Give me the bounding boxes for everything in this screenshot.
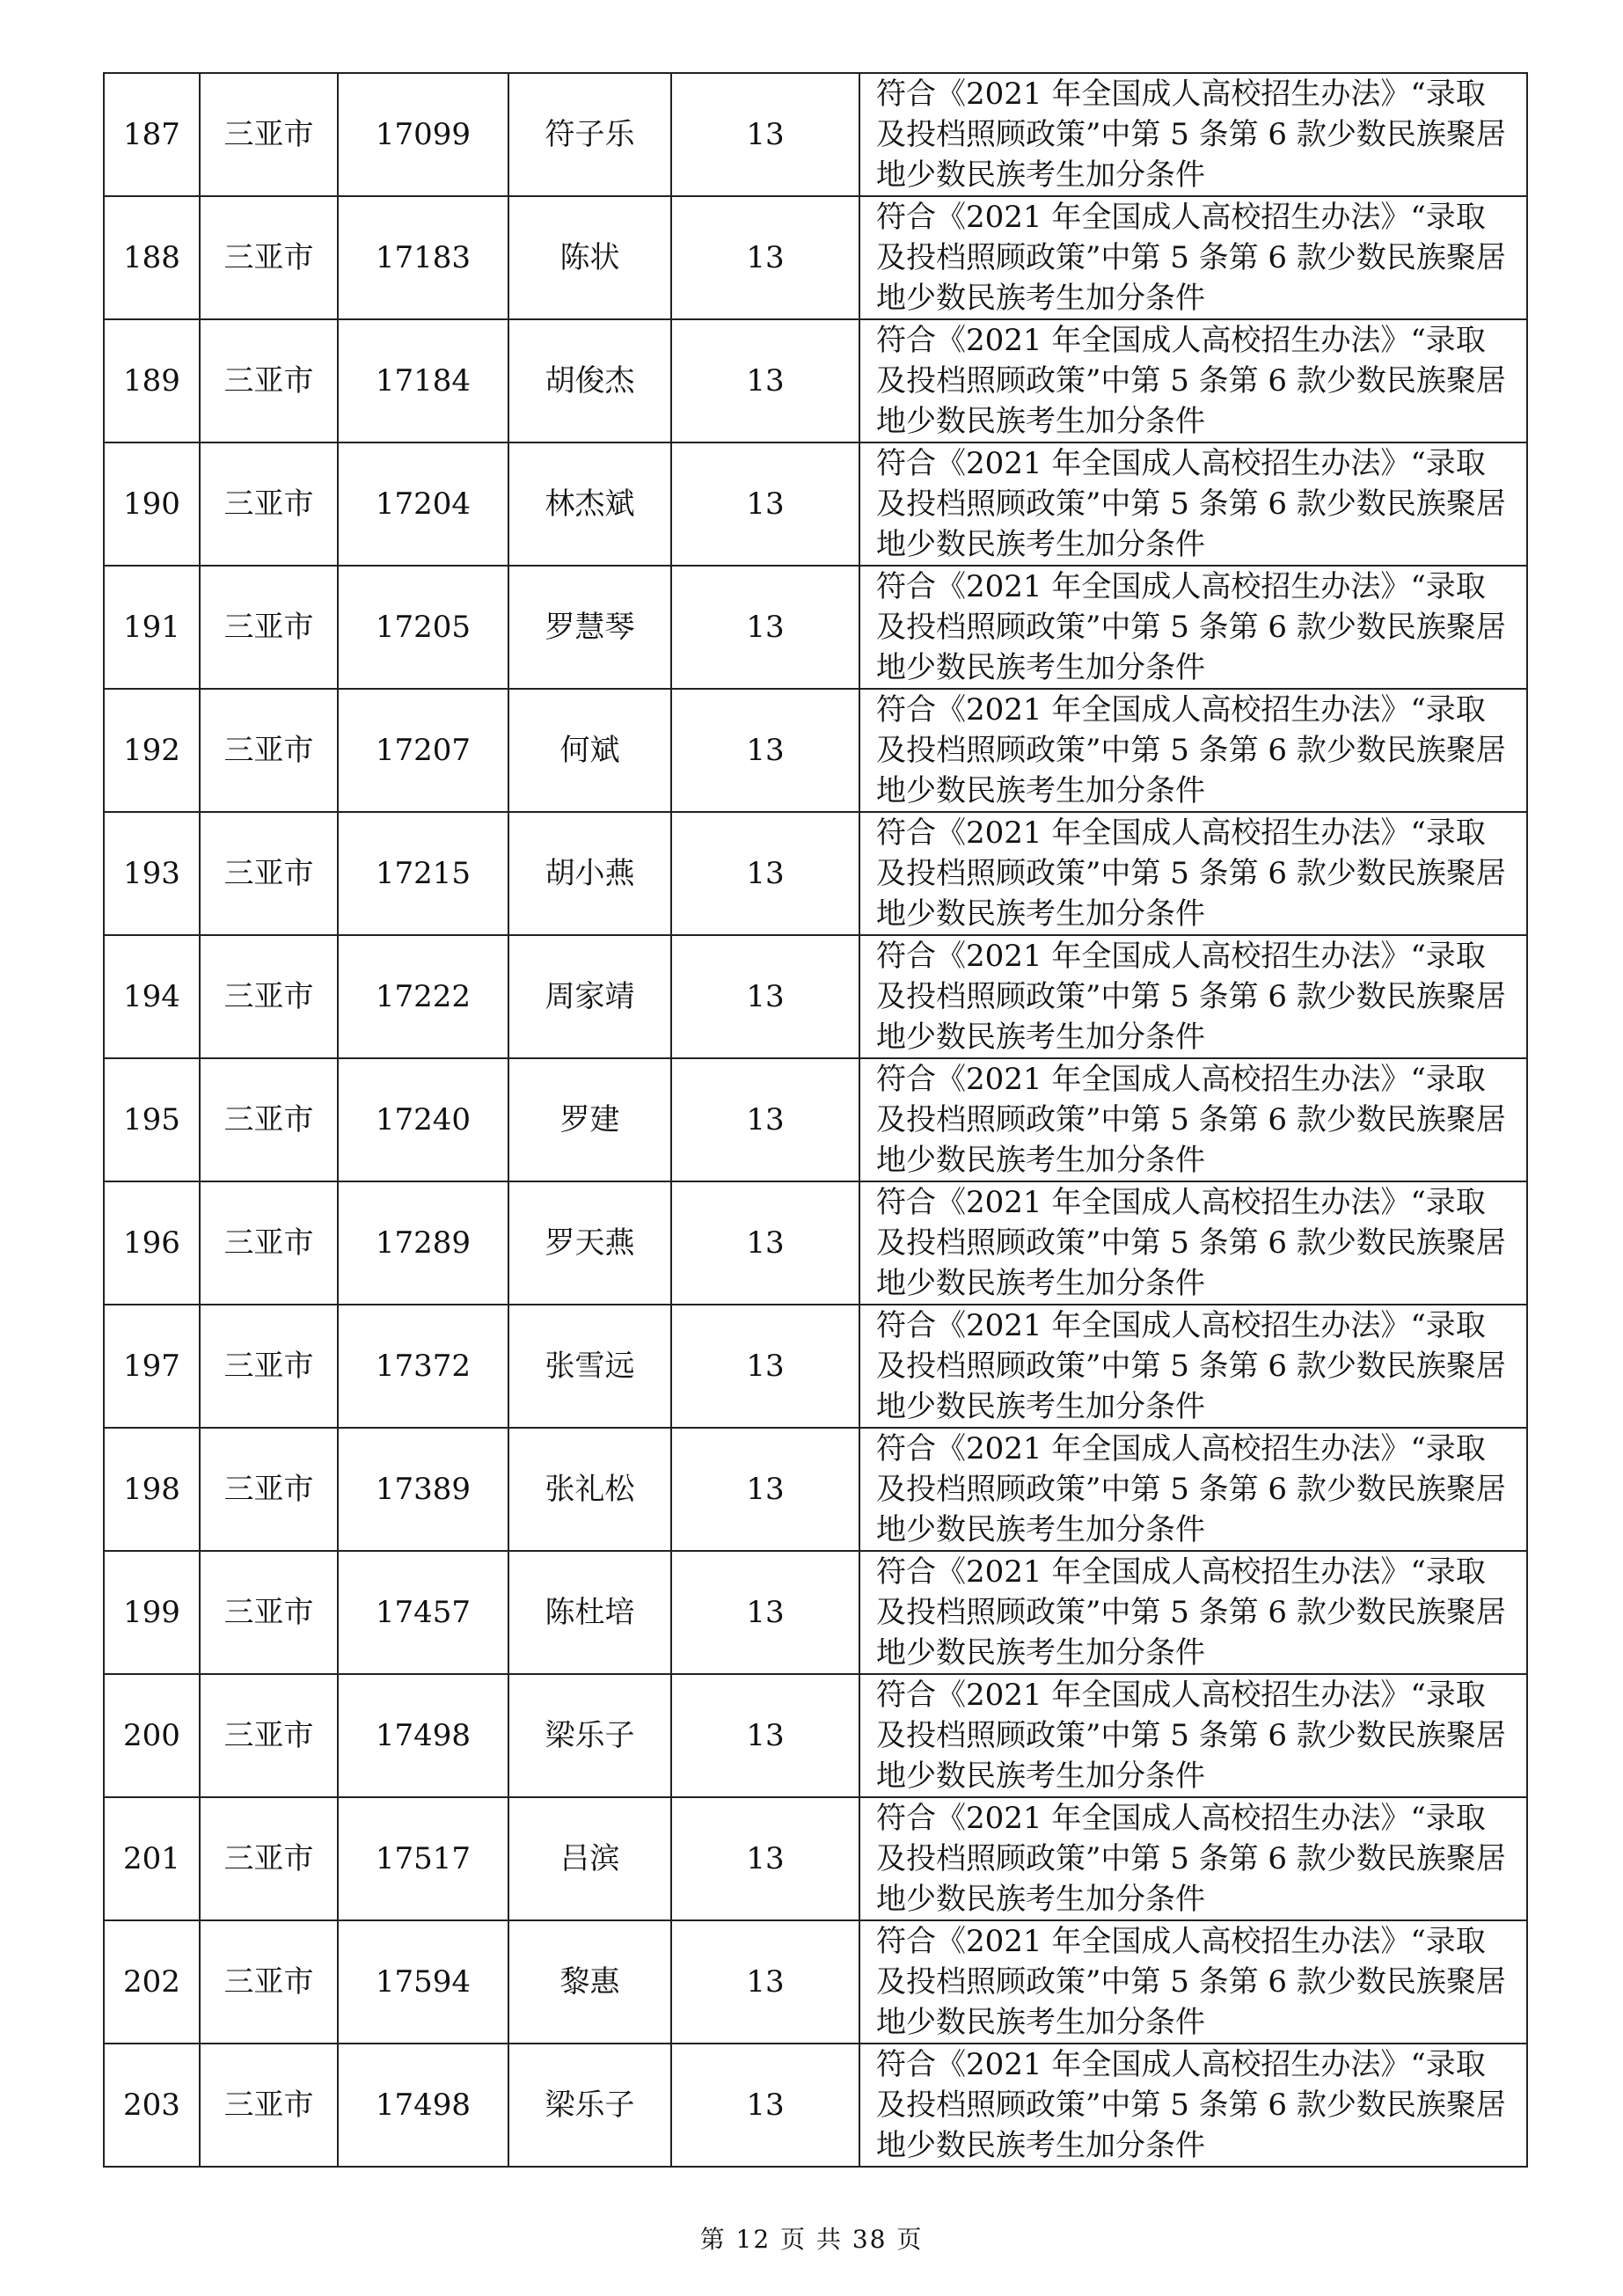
candidate-name-cell: 林杰斌 — [508, 442, 671, 566]
candidate-number-cell: 17207 — [338, 689, 508, 812]
bonus-points-cell: 13 — [671, 1797, 859, 1920]
row-number-cell: 191 — [104, 566, 200, 689]
candidate-table — [103, 72, 1528, 2168]
eligibility-note-cell: 符合《2021 年全国成人高校招生办法》“录取及投档照顾政策”中第 5 条第 6 款少数民族聚居地少数民族考生加分条件 — [859, 2044, 1527, 2167]
table-row — [104, 935, 1527, 1058]
table-row — [104, 1920, 1527, 2044]
table-row — [104, 566, 1527, 689]
candidate-table-body — [104, 73, 1527, 2167]
city-cell: 三亚市 — [200, 1181, 338, 1305]
candidate-number-cell: 17498 — [338, 1674, 508, 1797]
city-cell: 三亚市 — [200, 1551, 338, 1674]
eligibility-note-cell: 符合《2021 年全国成人高校招生办法》“录取及投档照顾政策”中第 5 条第 6 款少数民族聚居地少数民族考生加分条件 — [859, 1058, 1527, 1181]
row-number-cell: 188 — [104, 196, 200, 319]
candidate-number-cell: 17215 — [338, 812, 508, 935]
candidate-number-cell: 17184 — [338, 319, 508, 442]
bonus-points-cell: 13 — [671, 812, 859, 935]
eligibility-note-cell: 符合《2021 年全国成人高校招生办法》“录取及投档照顾政策”中第 5 条第 6 款少数民族聚居地少数民族考生加分条件 — [859, 1797, 1527, 1920]
city-cell: 三亚市 — [200, 1920, 338, 2044]
candidate-name-cell: 陈状 — [508, 196, 671, 319]
page-footer: 第 12 页 共 38 页 — [699, 2225, 924, 2254]
row-number-cell: 187 — [104, 73, 200, 196]
candidate-name-cell: 符子乐 — [508, 73, 671, 196]
city-cell: 三亚市 — [200, 196, 338, 319]
bonus-points-cell: 13 — [671, 1428, 859, 1551]
candidate-number-cell: 17222 — [338, 935, 508, 1058]
row-number-cell: 198 — [104, 1428, 200, 1551]
eligibility-note-cell: 符合《2021 年全国成人高校招生办法》“录取及投档照顾政策”中第 5 条第 6 款少数民族聚居地少数民族考生加分条件 — [859, 73, 1527, 196]
eligibility-note-cell: 符合《2021 年全国成人高校招生办法》“录取及投档照顾政策”中第 5 条第 6 款少数民族聚居地少数民族考生加分条件 — [859, 319, 1527, 442]
row-number-cell: 203 — [104, 2044, 200, 2167]
bonus-points-cell: 13 — [671, 442, 859, 566]
table-row — [104, 689, 1527, 812]
table-row — [104, 812, 1527, 935]
city-cell: 三亚市 — [200, 1428, 338, 1551]
eligibility-note-cell: 符合《2021 年全国成人高校招生办法》“录取及投档照顾政策”中第 5 条第 6 款少数民族聚居地少数民族考生加分条件 — [859, 689, 1527, 812]
bonus-points-cell: 13 — [671, 319, 859, 442]
row-number-cell: 194 — [104, 935, 200, 1058]
city-cell: 三亚市 — [200, 935, 338, 1058]
bonus-points-cell: 13 — [671, 566, 859, 689]
table-row — [104, 1674, 1527, 1797]
candidate-name-cell: 陈杜培 — [508, 1551, 671, 1674]
candidate-name-cell: 吕滨 — [508, 1797, 671, 1920]
city-cell: 三亚市 — [200, 812, 338, 935]
city-cell: 三亚市 — [200, 1058, 338, 1181]
candidate-number-cell: 17594 — [338, 1920, 508, 2044]
bonus-points-cell: 13 — [671, 1920, 859, 2044]
table-row — [104, 2044, 1527, 2167]
city-cell: 三亚市 — [200, 689, 338, 812]
bonus-points-cell: 13 — [671, 2044, 859, 2167]
table-row — [104, 442, 1527, 566]
row-number-cell: 197 — [104, 1305, 200, 1428]
eligibility-note-cell: 符合《2021 年全国成人高校招生办法》“录取及投档照顾政策”中第 5 条第 6 款少数民族聚居地少数民族考生加分条件 — [859, 1920, 1527, 2044]
row-number-cell: 190 — [104, 442, 200, 566]
table-row — [104, 1428, 1527, 1551]
table-row — [104, 73, 1527, 196]
table-row — [104, 1551, 1527, 1674]
city-cell: 三亚市 — [200, 1797, 338, 1920]
city-cell: 三亚市 — [200, 566, 338, 689]
row-number-cell: 199 — [104, 1551, 200, 1674]
eligibility-note-cell: 符合《2021 年全国成人高校招生办法》“录取及投档照顾政策”中第 5 条第 6 款少数民族聚居地少数民族考生加分条件 — [859, 442, 1527, 566]
candidate-number-cell: 17517 — [338, 1797, 508, 1920]
candidate-name-cell: 梁乐子 — [508, 2044, 671, 2167]
candidate-name-cell: 罗建 — [508, 1058, 671, 1181]
bonus-points-cell: 13 — [671, 935, 859, 1058]
candidate-number-cell: 17099 — [338, 73, 508, 196]
eligibility-note-cell: 符合《2021 年全国成人高校招生办法》“录取及投档照顾政策”中第 5 条第 6 款少数民族聚居地少数民族考生加分条件 — [859, 1428, 1527, 1551]
candidate-name-cell: 胡小燕 — [508, 812, 671, 935]
candidate-number-cell: 17289 — [338, 1181, 508, 1305]
bonus-points-cell: 13 — [671, 1674, 859, 1797]
row-number-cell: 201 — [104, 1797, 200, 1920]
table-row — [104, 319, 1527, 442]
candidate-name-cell: 黎惠 — [508, 1920, 671, 2044]
row-number-cell: 193 — [104, 812, 200, 935]
candidate-number-cell: 17205 — [338, 566, 508, 689]
bonus-points-cell: 13 — [671, 1058, 859, 1181]
candidate-name-cell: 胡俊杰 — [508, 319, 671, 442]
candidate-number-cell: 17204 — [338, 442, 508, 566]
eligibility-note-cell: 符合《2021 年全国成人高校招生办法》“录取及投档照顾政策”中第 5 条第 6 款少数民族聚居地少数民族考生加分条件 — [859, 1674, 1527, 1797]
eligibility-note-cell: 符合《2021 年全国成人高校招生办法》“录取及投档照顾政策”中第 5 条第 6 款少数民族聚居地少数民族考生加分条件 — [859, 566, 1527, 689]
city-cell: 三亚市 — [200, 2044, 338, 2167]
row-number-cell: 200 — [104, 1674, 200, 1797]
candidate-number-cell: 17389 — [338, 1428, 508, 1551]
candidate-name-cell: 何斌 — [508, 689, 671, 812]
bonus-points-cell: 13 — [671, 689, 859, 812]
bonus-points-cell: 13 — [671, 73, 859, 196]
row-number-cell: 195 — [104, 1058, 200, 1181]
candidate-number-cell: 17372 — [338, 1305, 508, 1428]
candidate-name-cell: 梁乐子 — [508, 1674, 671, 1797]
city-cell: 三亚市 — [200, 1674, 338, 1797]
city-cell: 三亚市 — [200, 1305, 338, 1428]
table-row — [104, 196, 1527, 319]
eligibility-note-cell: 符合《2021 年全国成人高校招生办法》“录取及投档照顾政策”中第 5 条第 6 款少数民族聚居地少数民族考生加分条件 — [859, 935, 1527, 1058]
candidate-number-cell: 17498 — [338, 2044, 508, 2167]
table-row — [104, 1058, 1527, 1181]
table-row — [104, 1797, 1527, 1920]
bonus-points-cell: 13 — [671, 196, 859, 319]
table-row — [104, 1181, 1527, 1305]
city-cell: 三亚市 — [200, 319, 338, 442]
eligibility-note-cell: 符合《2021 年全国成人高校招生办法》“录取及投档照顾政策”中第 5 条第 6 款少数民族聚居地少数民族考生加分条件 — [859, 1181, 1527, 1305]
eligibility-note-cell: 符合《2021 年全国成人高校招生办法》“录取及投档照顾政策”中第 5 条第 6 款少数民族聚居地少数民族考生加分条件 — [859, 196, 1527, 319]
candidate-number-cell: 17240 — [338, 1058, 508, 1181]
bonus-points-cell: 13 — [671, 1181, 859, 1305]
candidate-name-cell: 张雪远 — [508, 1305, 671, 1428]
city-cell: 三亚市 — [200, 73, 338, 196]
row-number-cell: 202 — [104, 1920, 200, 2044]
row-number-cell: 192 — [104, 689, 200, 812]
bonus-points-cell: 13 — [671, 1305, 859, 1428]
candidate-name-cell: 周家靖 — [508, 935, 671, 1058]
table-row — [104, 1305, 1527, 1428]
eligibility-note-cell: 符合《2021 年全国成人高校招生办法》“录取及投档照顾政策”中第 5 条第 6 款少数民族聚居地少数民族考生加分条件 — [859, 1305, 1527, 1428]
eligibility-note-cell: 符合《2021 年全国成人高校招生办法》“录取及投档照顾政策”中第 5 条第 6 款少数民族聚居地少数民族考生加分条件 — [859, 1551, 1527, 1674]
eligibility-note-cell: 符合《2021 年全国成人高校招生办法》“录取及投档照顾政策”中第 5 条第 6 款少数民族聚居地少数民族考生加分条件 — [859, 812, 1527, 935]
candidate-name-cell: 张礼松 — [508, 1428, 671, 1551]
candidate-name-cell: 罗天燕 — [508, 1181, 671, 1305]
city-cell: 三亚市 — [200, 442, 338, 566]
candidate-number-cell: 17457 — [338, 1551, 508, 1674]
row-number-cell: 189 — [104, 319, 200, 442]
bonus-points-cell: 13 — [671, 1551, 859, 1674]
candidate-number-cell: 17183 — [338, 196, 508, 319]
candidate-name-cell: 罗慧琴 — [508, 566, 671, 689]
row-number-cell: 196 — [104, 1181, 200, 1305]
